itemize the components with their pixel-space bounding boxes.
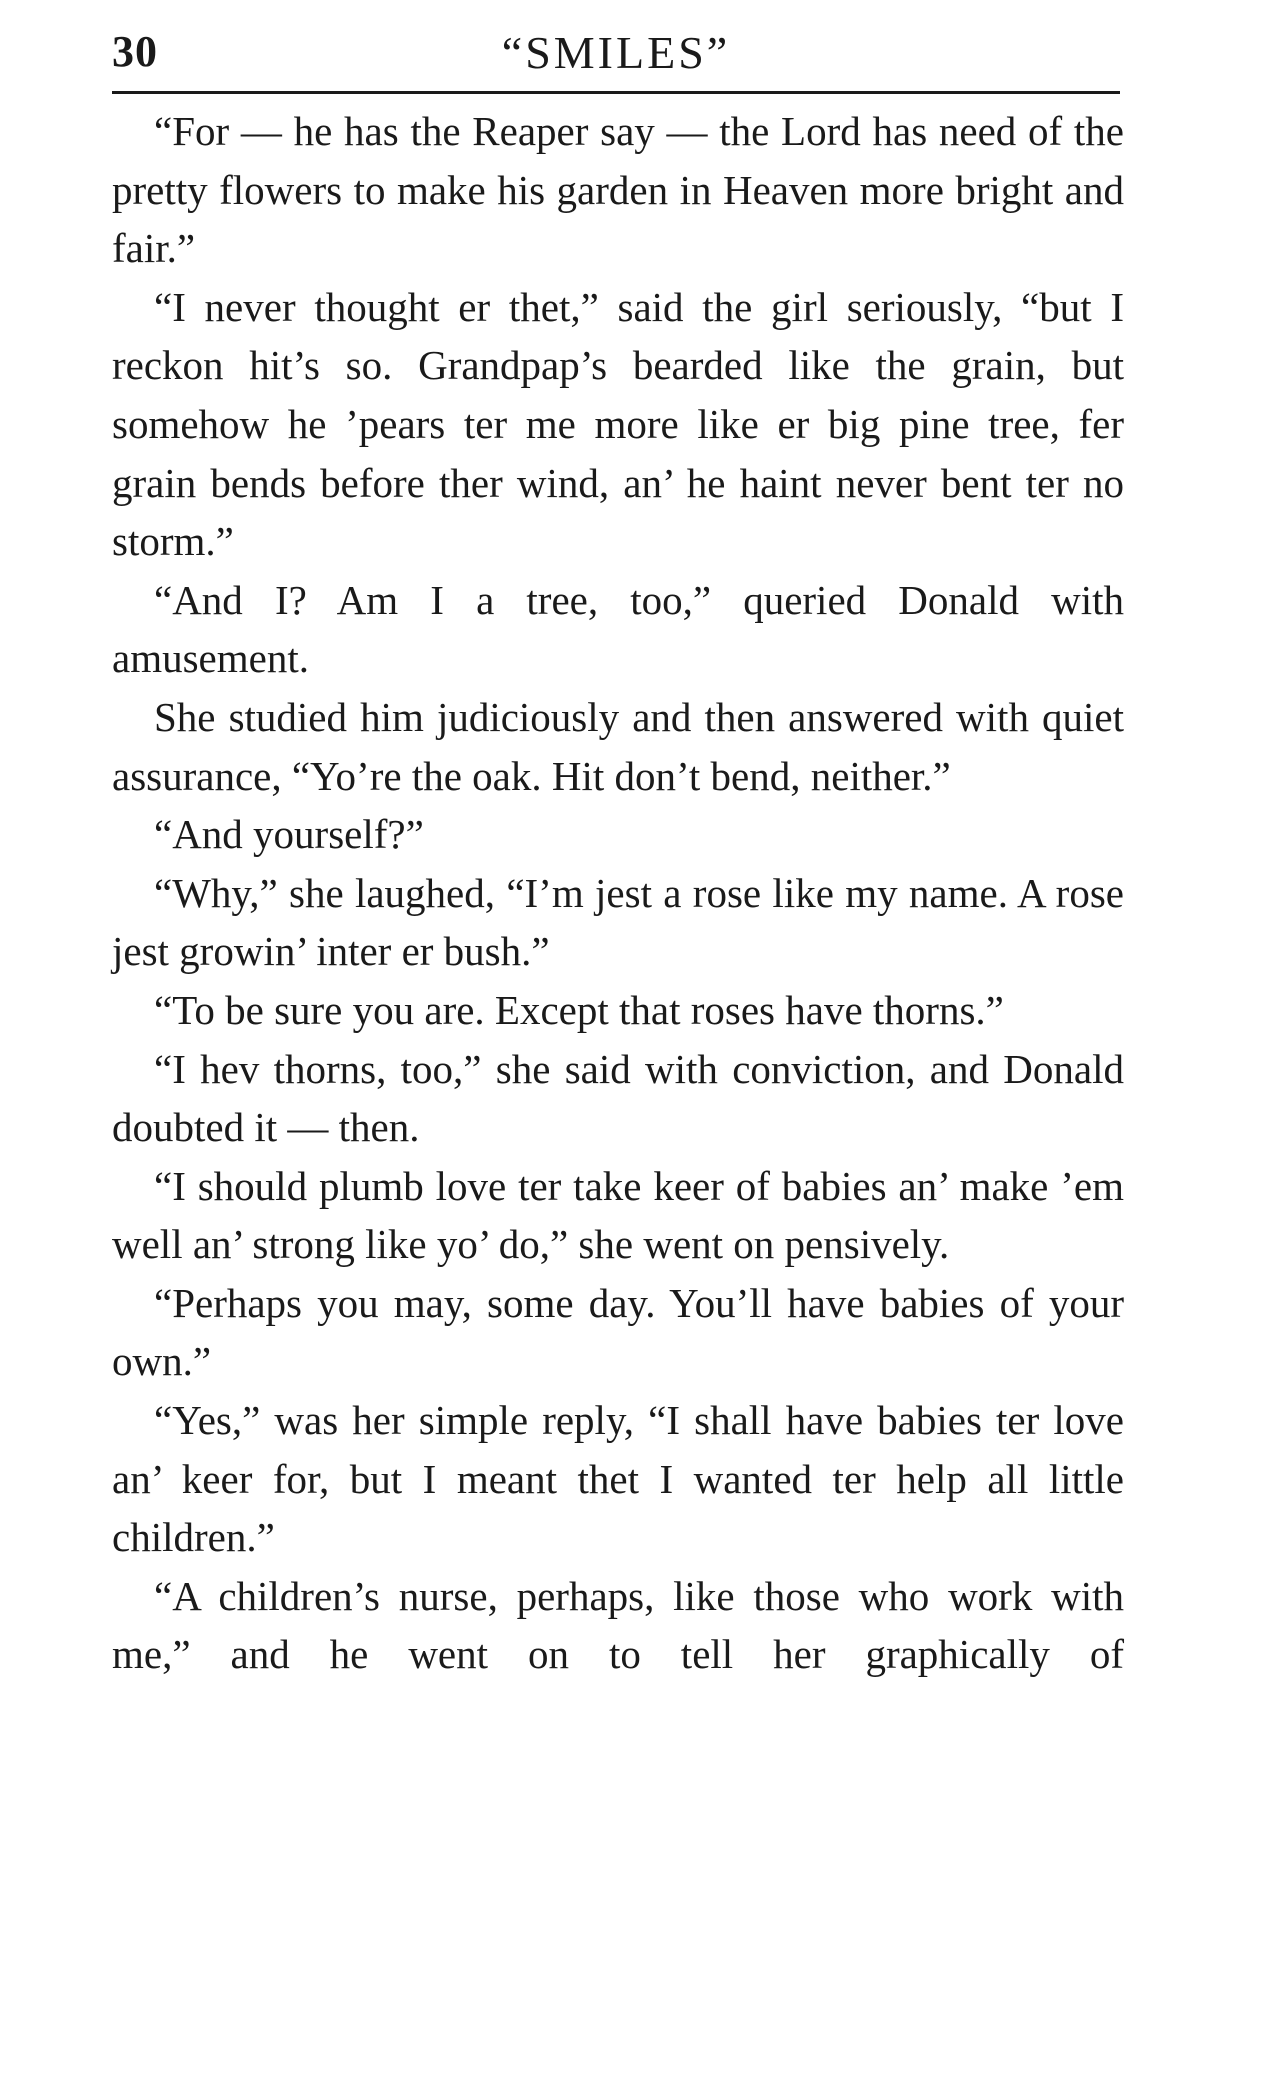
running-title: “SMILES” <box>501 27 731 78</box>
paragraph: “And I? Am I a tree, too,” queried Donald with amusement. <box>112 576 1124 682</box>
paragraph: “I should plumb love ter take keer of babies an’ make ’em well an’ strong like yo’ do,” she went on pensively. <box>112 1162 1124 1268</box>
paragraph: “Perhaps you may, some day. You’ll have babies of your own.” <box>112 1279 1124 1385</box>
paragraph: “I hev thorns, too,” she said with conviction, and Donald doubted it — then. <box>112 1045 1124 1151</box>
paragraph: She studied him judiciously and then answered with quiet assurance, “Yo’re the oak. Hit don’t bend, neither.” <box>112 693 1124 799</box>
page-header <box>112 20 1120 80</box>
paragraph: “Why,” she laughed, “I’m jest a rose like my name. A rose jest growin’ inter er bush.” <box>112 869 1124 975</box>
paragraph: “I never thought er thet,” said the girl seriously, “but I reckon hit’s so. Grandpap’s bearded like the grain, but somehow he ’pears ter me more like er big pine tree, fer grain bends before ther wind, an’ he haint never bent ter no storm.” <box>112 283 1124 565</box>
paragraph-continued: “A children’s nurse, perhaps, like those who work with me,” and he went on to tell her graphically of <box>112 1572 1124 1678</box>
header-rule <box>112 91 1120 94</box>
paragraph: “Yes,” was her simple reply, “I shall have babies ter love an’ keer for, but I meant thet I wanted ter help all little children.” <box>112 1397 1124 1561</box>
paragraph: “And yourself?” <box>154 811 424 858</box>
paragraph: “To be sure you are. Except that roses have thorns.” <box>154 986 1004 1033</box>
paragraph: “For — he has the Reaper say — the Lord has need of the pretty flowers to make his garden in Heaven more bright and fair.” <box>112 108 1124 272</box>
body-text <box>112 102 1124 1684</box>
page-number: 30 <box>112 27 158 76</box>
